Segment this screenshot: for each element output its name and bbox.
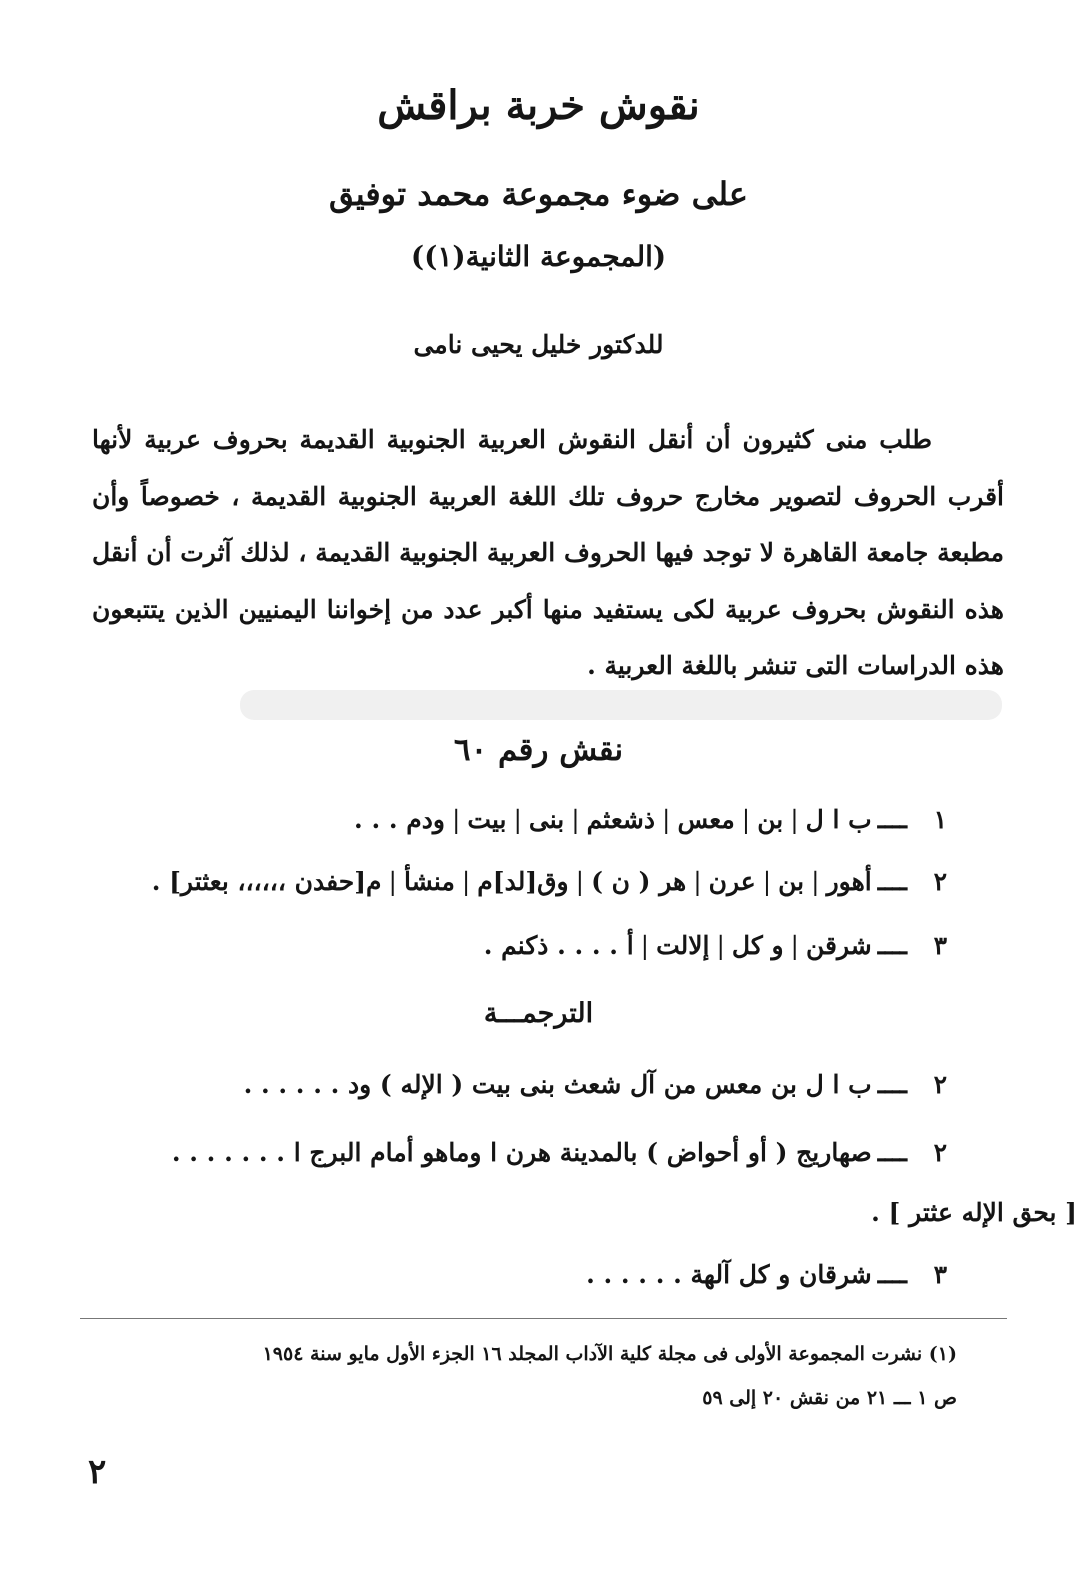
word-separator: | [575,867,585,896]
intro-text: طلب منى كثيرون أن أنقل النقوش العربية الجنوبية القديمة بحروف عربية لأنها أقرب الحروف لتصوير مخارج حروف تلك اللغة العربية الجنوبية القديمة ، خصوصاً وأن مطبعة جامعة القاهرة لا توجد فيها الحروف العربية الجنوبية القديمة ، لذلك آثرت أن أنقل هذه النقوش بحروف عربية لكى يستفيد منها أكبر عدد من إخواننا اليمنيين الذين يتتبعون هذه الدراسات التى تنشر باللغة العربية . [92,425,1004,680]
translation-line-3 [586,1260,947,1289]
inscription-word: شرقن [805,931,872,960]
line-number: ٢ [933,867,947,896]
translation-text: ب ا ل بن معس من آل شعث بنى بيت ( الإله ) ود . . . . . . [243,1070,872,1099]
footnote [92,1332,957,1420]
translation-line-1 [244,1070,947,1099]
word-separator: | [716,931,725,960]
translation-line-2 [172,1138,947,1167]
inscription-word: أ . . . . ذكنم . [483,931,634,960]
translation-text: صهاريج ( أو أحواض ) بالمدينة هرن ا وماهو أمام البرج ا . . . . . . . [171,1138,872,1167]
line-number: ٣ [933,931,947,960]
word-separator: | [693,867,702,896]
intro-paragraph [92,412,1004,695]
line-dash: ــــ [877,931,907,960]
inscription-word: بيت [467,805,507,834]
word-separator: | [662,805,671,834]
word-separator: | [640,931,650,960]
footnote-line-1: (١) نشرت المجموعة الأولى فى مجلة كلية الآداب المجلد ١٦ الجزء الأول مايو سنة ١٩٥٤ [262,1343,957,1365]
line-number: ١ [933,805,947,834]
line-dash: ــــ [877,1138,907,1167]
inscription-line-2 [152,867,947,896]
page-number: ٢ [88,1452,107,1492]
word-separator: | [741,805,751,834]
translation-text: شرقان و كل آلهة . . . . . . [586,1260,872,1289]
scan-smudge [240,690,1002,720]
line-number: ٢ [933,1070,947,1099]
inscription-line-3 [484,931,947,960]
line-dash: ــــ [877,805,907,834]
word-separator: | [571,805,580,834]
line-dash: ــــ [877,867,907,896]
line-number: ٢ [933,1138,947,1167]
word-separator: | [451,805,461,834]
inscription-line-1 [354,805,947,834]
author-name: للدكتور خليل يحيى نامى [413,330,664,359]
line-dash: ــــ [877,1260,907,1289]
inscription-word: ذشعثم [586,805,655,834]
word-separator: | [762,867,772,896]
line-dash: ــــ [877,1070,907,1099]
inscription-word: ودم . . . [354,805,445,834]
word-separator: | [513,805,522,834]
inscription-word: بن [757,805,784,834]
footnote-separator [80,1318,1007,1319]
inscription-word: منشأ [403,867,455,896]
translation-text: [ بحق الإله عثتر ] . [871,1198,1077,1227]
inscription-word: بنى [528,805,565,834]
word-separator: | [790,805,799,834]
word-separator: | [461,867,471,896]
footnote-line-2: ص ١ ـــ ٢١ من نقش ٢٠ إلى ٥٩ [702,1387,957,1409]
translation-line-2-continued [871,1198,1077,1227]
inscription-word: عرن [708,867,756,896]
inscription-title: نقش رقم ٦٠ [453,732,624,768]
collection-label: (المجموعة الثانية(١)) [410,240,667,273]
inscription-word: وق[لد]م [477,867,569,896]
word-separator: | [790,931,799,960]
word-separator: | [388,867,397,896]
inscription-word: ب ا ل [805,805,872,834]
translation-title: الترجمـــة [483,998,594,1029]
inscription-word: أهور [826,867,872,896]
article-subtitle: على ضوء مجموعة محمد توفيق [329,175,748,213]
inscription-word: بن [778,867,805,896]
inscription-word: هر ( ن ) [591,867,687,896]
inscription-word: إلالت [656,931,710,960]
article-title: نقوش خربة براقش [377,82,700,129]
inscription-word: معس [677,805,735,834]
inscription-word: م[حفدن ،،،،،، بعثتر] . [151,867,382,896]
line-number: ٣ [933,1260,947,1289]
word-separator: | [811,867,820,896]
inscription-word: و كل [731,931,784,960]
